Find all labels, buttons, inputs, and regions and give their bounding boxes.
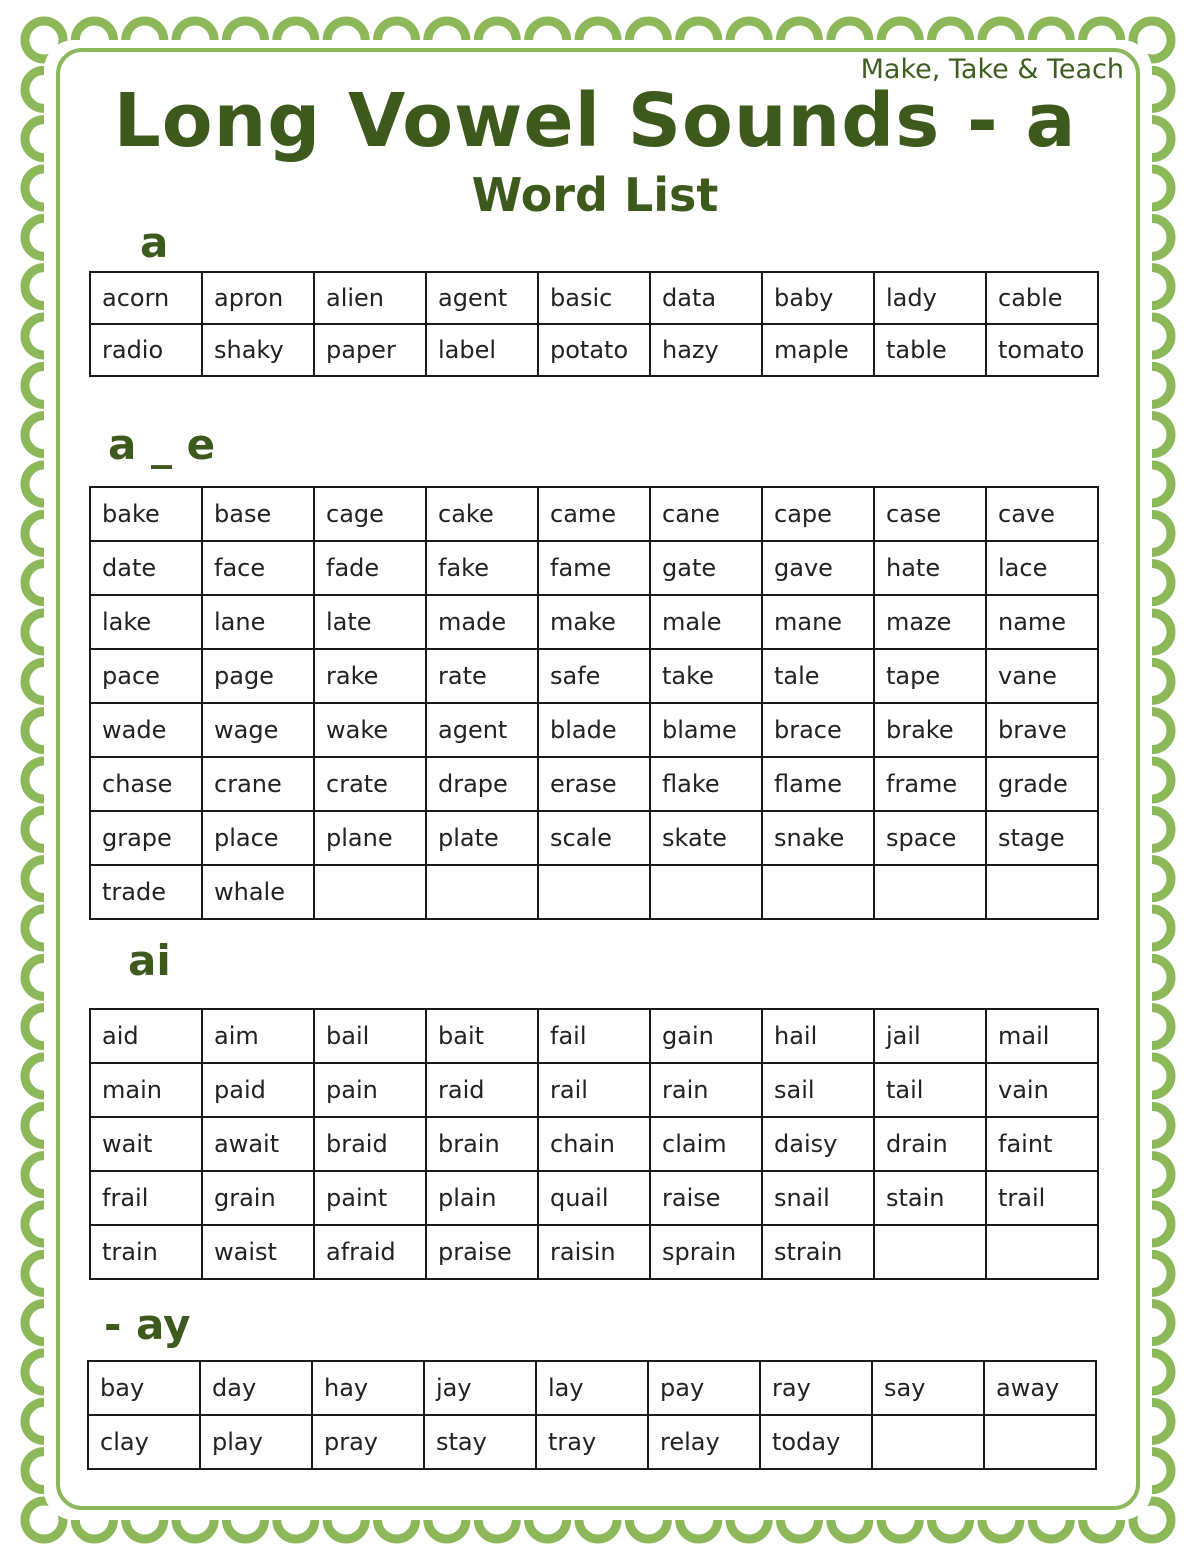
table-row [90, 541, 1098, 595]
word-cell: cave [986, 487, 1098, 541]
word-cell: bake [90, 487, 202, 541]
word-cell: gate [650, 541, 762, 595]
word-cell: tape [874, 649, 986, 703]
word-cell: pain [314, 1063, 426, 1117]
word-cell: hate [874, 541, 986, 595]
word-cell: braid [314, 1117, 426, 1171]
word-cell: tail [874, 1063, 986, 1117]
page-subtitle: Word List [471, 168, 719, 222]
word-cell: away [984, 1361, 1096, 1415]
section-label-a-e: a _ e [108, 420, 216, 469]
table-row [90, 811, 1098, 865]
word-cell: today [760, 1415, 872, 1469]
word-cell: safe [538, 649, 650, 703]
word-cell: brake [874, 703, 986, 757]
empty-cell [984, 1415, 1096, 1469]
table-row [90, 272, 1098, 324]
word-cell: wake [314, 703, 426, 757]
word-cell: lady [874, 272, 986, 324]
section-label-ai: ai [128, 936, 171, 985]
page-title: Long Vowel Sounds - a [113, 78, 1077, 164]
word-cell: wade [90, 703, 202, 757]
word-cell: wait [90, 1117, 202, 1171]
word-cell: tray [536, 1415, 648, 1469]
word-cell: agent [426, 272, 538, 324]
table-row [90, 324, 1098, 376]
word-cell: trail [986, 1171, 1098, 1225]
table-row [90, 1063, 1098, 1117]
word-cell: jay [424, 1361, 536, 1415]
table-row [88, 1361, 1096, 1415]
word-cell: lake [90, 595, 202, 649]
word-cell: quail [538, 1171, 650, 1225]
word-cell: aid [90, 1009, 202, 1063]
word-cell: day [200, 1361, 312, 1415]
word-cell: relay [648, 1415, 760, 1469]
word-cell: made [426, 595, 538, 649]
word-cell: plate [426, 811, 538, 865]
word-cell: clay [88, 1415, 200, 1469]
word-cell: plane [314, 811, 426, 865]
word-cell: rail [538, 1063, 650, 1117]
table-row [88, 1415, 1096, 1469]
word-cell: stage [986, 811, 1098, 865]
table-row [90, 649, 1098, 703]
word-cell: vain [986, 1063, 1098, 1117]
word-cell: brace [762, 703, 874, 757]
word-cell: crane [202, 757, 314, 811]
word-cell: bait [426, 1009, 538, 1063]
word-cell: paper [314, 324, 426, 376]
word-cell: tomato [986, 324, 1098, 376]
word-cell: hay [312, 1361, 424, 1415]
word-cell: case [874, 487, 986, 541]
word-cell: snail [762, 1171, 874, 1225]
word-cell: flake [650, 757, 762, 811]
empty-cell [986, 865, 1098, 919]
word-cell: take [650, 649, 762, 703]
table-row [90, 1009, 1098, 1063]
empty-cell [314, 865, 426, 919]
word-cell: data [650, 272, 762, 324]
empty-cell [872, 1415, 984, 1469]
word-cell: lay [536, 1361, 648, 1415]
word-cell: stain [874, 1171, 986, 1225]
word-table-ay [87, 1360, 1097, 1470]
word-cell: make [538, 595, 650, 649]
word-cell: vane [986, 649, 1098, 703]
word-cell: snake [762, 811, 874, 865]
word-cell: potato [538, 324, 650, 376]
section-label-a: a [140, 218, 169, 267]
table-row [90, 703, 1098, 757]
word-cell: play [200, 1415, 312, 1469]
word-cell: pace [90, 649, 202, 703]
word-cell: praise [426, 1225, 538, 1279]
word-cell: name [986, 595, 1098, 649]
table-row [90, 1117, 1098, 1171]
word-cell: tale [762, 649, 874, 703]
word-cell: table [874, 324, 986, 376]
word-cell: trade [90, 865, 202, 919]
word-cell: crate [314, 757, 426, 811]
word-cell: late [314, 595, 426, 649]
word-cell: sail [762, 1063, 874, 1117]
empty-cell [874, 1225, 986, 1279]
table-row [90, 1171, 1098, 1225]
word-cell: cape [762, 487, 874, 541]
word-cell: whale [202, 865, 314, 919]
word-cell: label [426, 324, 538, 376]
word-cell: await [202, 1117, 314, 1171]
word-cell: grade [986, 757, 1098, 811]
word-cell: raise [650, 1171, 762, 1225]
table-row [90, 865, 1098, 919]
word-cell: fail [538, 1009, 650, 1063]
word-cell: page [202, 649, 314, 703]
word-cell: rate [426, 649, 538, 703]
word-cell: sprain [650, 1225, 762, 1279]
word-cell: basic [538, 272, 650, 324]
word-cell: wage [202, 703, 314, 757]
word-cell: came [538, 487, 650, 541]
word-cell: fade [314, 541, 426, 595]
word-cell: afraid [314, 1225, 426, 1279]
word-cell: cable [986, 272, 1098, 324]
word-cell: pay [648, 1361, 760, 1415]
word-cell: bay [88, 1361, 200, 1415]
word-table-ai [89, 1008, 1099, 1280]
word-table-a-e [89, 486, 1099, 920]
table-row [90, 1225, 1098, 1279]
empty-cell [426, 865, 538, 919]
word-cell: stay [424, 1415, 536, 1469]
word-cell: face [202, 541, 314, 595]
empty-cell [762, 865, 874, 919]
word-cell: ray [760, 1361, 872, 1415]
word-cell: apron [202, 272, 314, 324]
word-cell: waist [202, 1225, 314, 1279]
word-cell: faint [986, 1117, 1098, 1171]
word-cell: date [90, 541, 202, 595]
word-cell: fame [538, 541, 650, 595]
word-cell: blame [650, 703, 762, 757]
word-cell: raid [426, 1063, 538, 1117]
word-cell: chain [538, 1117, 650, 1171]
word-table-a [89, 271, 1099, 377]
word-cell: chase [90, 757, 202, 811]
word-cell: aim [202, 1009, 314, 1063]
word-cell: paint [314, 1171, 426, 1225]
word-cell: bail [314, 1009, 426, 1063]
brand-label: Make, Take & Teach [860, 54, 1124, 85]
word-cell: rake [314, 649, 426, 703]
word-cell: agent [426, 703, 538, 757]
word-cell: rain [650, 1063, 762, 1117]
word-cell: jail [874, 1009, 986, 1063]
empty-cell [986, 1225, 1098, 1279]
word-cell: cage [314, 487, 426, 541]
word-cell: scale [538, 811, 650, 865]
word-cell: gave [762, 541, 874, 595]
word-cell: drain [874, 1117, 986, 1171]
word-cell: place [202, 811, 314, 865]
word-cell: grape [90, 811, 202, 865]
word-cell: train [90, 1225, 202, 1279]
word-cell: paid [202, 1063, 314, 1117]
word-cell: claim [650, 1117, 762, 1171]
table-row [90, 595, 1098, 649]
word-cell: blade [538, 703, 650, 757]
section-label-ay: - ay [104, 1300, 191, 1349]
word-cell: pray [312, 1415, 424, 1469]
word-cell: mail [986, 1009, 1098, 1063]
word-cell: shaky [202, 324, 314, 376]
word-cell: daisy [762, 1117, 874, 1171]
word-cell: say [872, 1361, 984, 1415]
word-cell: skate [650, 811, 762, 865]
word-cell: lace [986, 541, 1098, 595]
empty-cell [650, 865, 762, 919]
word-cell: maze [874, 595, 986, 649]
word-cell: hazy [650, 324, 762, 376]
word-cell: baby [762, 272, 874, 324]
word-cell: frail [90, 1171, 202, 1225]
word-cell: brave [986, 703, 1098, 757]
word-cell: acorn [90, 272, 202, 324]
word-cell: space [874, 811, 986, 865]
word-cell: hail [762, 1009, 874, 1063]
word-cell: plain [426, 1171, 538, 1225]
word-cell: maple [762, 324, 874, 376]
word-cell: grain [202, 1171, 314, 1225]
table-row [90, 487, 1098, 541]
word-cell: base [202, 487, 314, 541]
word-cell: main [90, 1063, 202, 1117]
word-cell: strain [762, 1225, 874, 1279]
word-cell: drape [426, 757, 538, 811]
word-cell: cake [426, 487, 538, 541]
word-cell: fake [426, 541, 538, 595]
word-cell: radio [90, 324, 202, 376]
empty-cell [874, 865, 986, 919]
word-cell: mane [762, 595, 874, 649]
word-cell: gain [650, 1009, 762, 1063]
word-cell: cane [650, 487, 762, 541]
word-cell: flame [762, 757, 874, 811]
table-row [90, 757, 1098, 811]
word-cell: frame [874, 757, 986, 811]
word-cell: erase [538, 757, 650, 811]
empty-cell [538, 865, 650, 919]
word-cell: lane [202, 595, 314, 649]
word-cell: male [650, 595, 762, 649]
word-cell: alien [314, 272, 426, 324]
word-cell: brain [426, 1117, 538, 1171]
word-cell: raisin [538, 1225, 650, 1279]
